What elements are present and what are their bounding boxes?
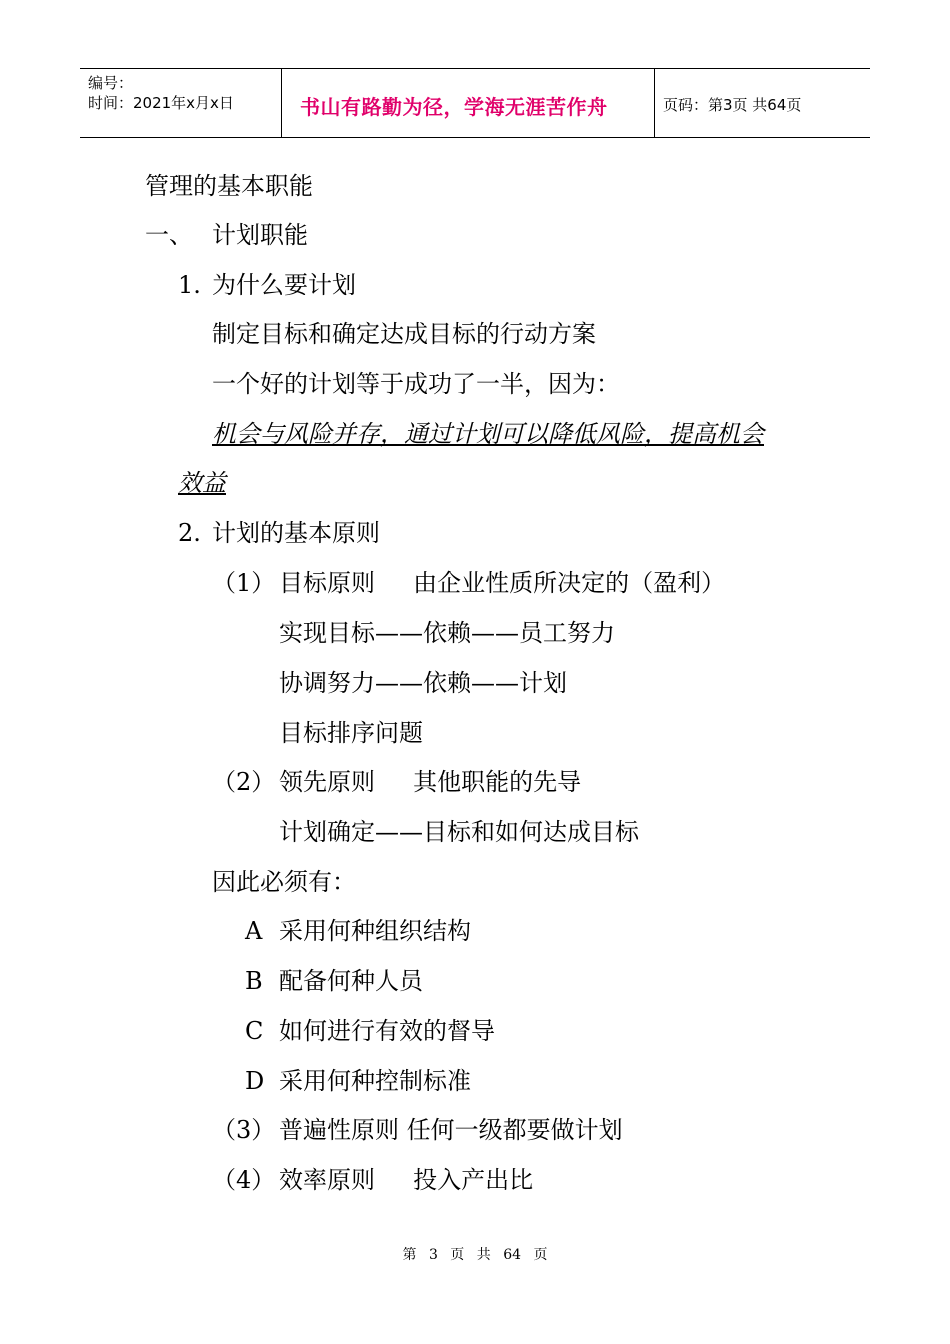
- document-header: [80, 68, 870, 138]
- item1-emphasis-line1: 机会与风险并存，通过计划可以降低风险，提高机会: [212, 420, 764, 448]
- list-item: 采用何种控制标准: [279, 1067, 471, 1095]
- principle4-label: （4）: [212, 1166, 276, 1194]
- principle1-line3: 目标排序问题: [279, 719, 423, 747]
- header-motto-cell: [282, 69, 655, 137]
- list-letter: D: [245, 1067, 265, 1095]
- principle1-text: 目标原则 由企业性质所决定的（盈利）: [279, 569, 726, 597]
- header-page-cell: [655, 69, 870, 137]
- section1-number: 一、: [145, 221, 193, 249]
- principle1-line2: 协调努力——依赖——计划: [279, 669, 567, 697]
- item2-title: 计划的基本原则: [212, 519, 380, 547]
- number-label: 编号：: [88, 74, 134, 92]
- item1-emphasis-line2: 效益: [178, 469, 226, 497]
- principle3-text: 普遍性原则 任何一级都要做计划: [279, 1116, 623, 1144]
- item1-line1: 制定目标和确定达成目标的行动方案: [212, 320, 596, 348]
- list-item: 采用何种组织结构: [279, 917, 471, 945]
- item2-number: 2.: [178, 519, 201, 547]
- list-letter: C: [245, 1017, 264, 1045]
- list-letter: B: [245, 967, 263, 995]
- principle1-label: （1）: [212, 569, 276, 597]
- list-letter: A: [245, 917, 263, 945]
- list-item: 如何进行有效的督导: [279, 1017, 495, 1045]
- page-title: 管理的基本职能: [145, 172, 313, 200]
- principle1-line1: 实现目标——依赖——员工努力: [279, 619, 615, 647]
- section1-title: 计划职能: [212, 221, 308, 249]
- time-label: 时间：2021年x月x日: [88, 94, 234, 112]
- principle2-text: 领先原则 其他职能的先导: [279, 768, 582, 796]
- principle2-line1: 计划确定——目标和如何达成目标: [279, 818, 639, 846]
- motto: 书山有路勤为径，学海无涯苦作舟: [300, 95, 608, 119]
- item1-title: 为什么要计划: [212, 271, 356, 299]
- principle2-label: （2）: [212, 768, 276, 796]
- header-info-cell: [80, 69, 282, 137]
- item1-line2: 一个好的计划等于成功了一半，因为：: [212, 370, 620, 398]
- page-footer: 第 3 页 共 64 页: [402, 1247, 548, 1263]
- therefore-text: 因此必须有：: [212, 868, 356, 896]
- item1-number: 1.: [178, 271, 201, 299]
- principle3-label: （3）: [212, 1116, 276, 1144]
- principle4-text: 效率原则 投入产出比: [279, 1166, 534, 1194]
- list-item: 配备何种人员: [279, 967, 423, 995]
- page-code: 页码：第3页 共64页: [663, 96, 802, 114]
